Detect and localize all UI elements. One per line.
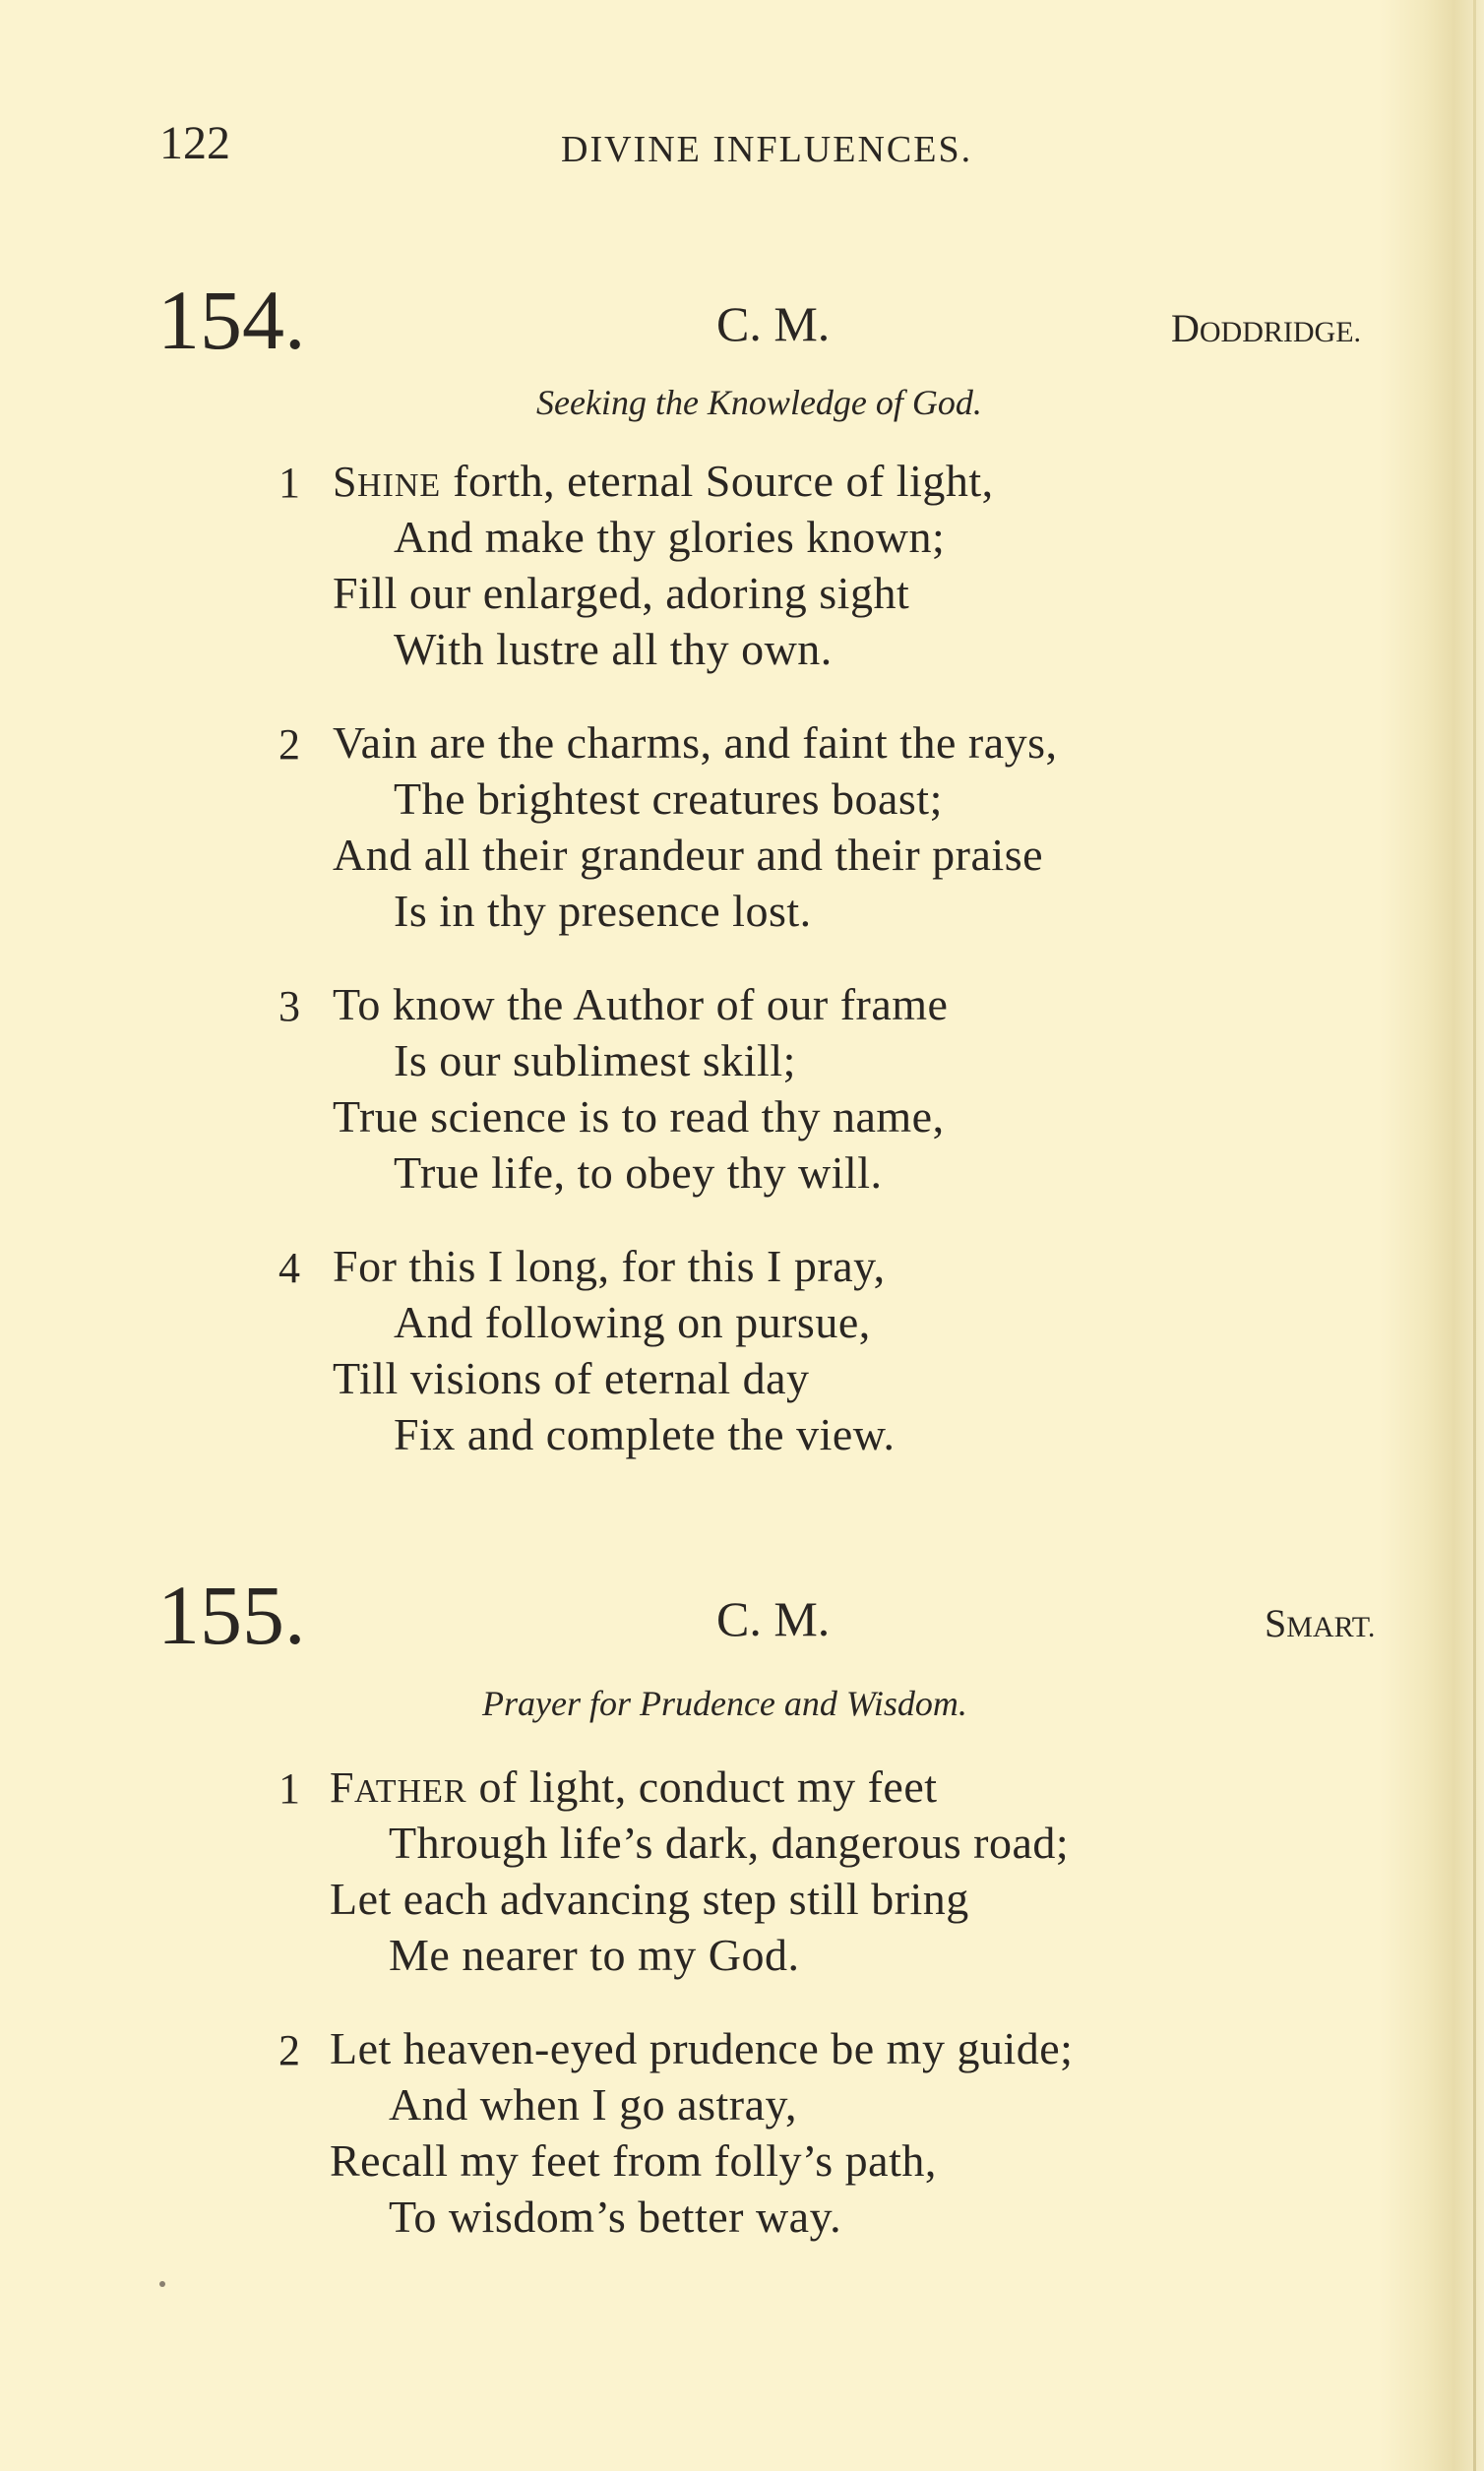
- verse-line: Through life’s dark, dangerous road;: [389, 1818, 1070, 1868]
- verse-line: Let each advancing step still bring: [330, 1874, 969, 1924]
- verse-line: Is in thy presence lost.: [394, 886, 812, 936]
- verse-line: And when I go astray,: [389, 2079, 798, 2130]
- verse-line: For this I long, for this I pray,: [333, 1241, 886, 1291]
- hymn-title: Seeking the Knowledge of God.: [536, 383, 982, 422]
- hymn-number: 155.: [157, 1568, 306, 1662]
- hymn-author: SMART.: [1265, 1601, 1376, 1645]
- verse-number: 2: [278, 720, 300, 769]
- hymn-author: DODDRIDGE.: [1171, 306, 1362, 350]
- hymn-title: Prayer for Prudence and Wisdom.: [482, 1684, 967, 1723]
- verse-number: 1: [278, 1764, 300, 1813]
- verse-line: Till visions of eternal day: [333, 1353, 810, 1403]
- verse-line: To know the Author of our frame: [333, 979, 949, 1029]
- verse-line: Recall my feet from folly’s path,: [330, 2135, 937, 2186]
- verse-line: Vain are the charms, and faint the rays,: [333, 717, 1058, 768]
- verse-number: 3: [278, 982, 300, 1030]
- verse-line: Is our sublimest skill;: [394, 1035, 796, 1085]
- verse-line: Fill our enlarged, adoring sight: [333, 568, 910, 618]
- verse-line: And following on pursue,: [394, 1297, 871, 1347]
- verse-line: And all their grandeur and their praise: [333, 830, 1044, 880]
- verse-line: And make thy glories known;: [394, 512, 946, 562]
- verse-number: 1: [278, 459, 300, 507]
- verse-line: Me nearer to my God.: [389, 1930, 800, 1980]
- running-title: DIVINE INFLUENCES.: [561, 129, 973, 170]
- ink-speck: [159, 2281, 165, 2287]
- verse-line: SHINE forth, eternal Source of light,: [333, 456, 994, 506]
- verse-line: True life, to obey thy will.: [394, 1147, 883, 1198]
- verse-number: 2: [278, 2026, 300, 2074]
- verse-line: FATHER of light, conduct my feet: [330, 1761, 938, 1812]
- page-edge-shadow: [1473, 0, 1476, 2471]
- hymn-number: 154.: [157, 273, 306, 367]
- verse-line: With lustre all thy own.: [394, 624, 833, 674]
- verse-line: The brightest creatures boast;: [394, 773, 943, 824]
- hymn-meter: C. M.: [716, 1591, 831, 1646]
- page-number: 122: [159, 117, 230, 169]
- verse-line: Let heaven-eyed prudence be my guide;: [330, 2023, 1074, 2073]
- verse-number: 4: [278, 1244, 300, 1292]
- verse-line: Fix and complete the view.: [394, 1409, 896, 1459]
- verse-line: True science is to read thy name,: [333, 1091, 945, 1142]
- hymn-meter: C. M.: [716, 296, 831, 351]
- verse-line: To wisdom’s better way.: [389, 2192, 842, 2242]
